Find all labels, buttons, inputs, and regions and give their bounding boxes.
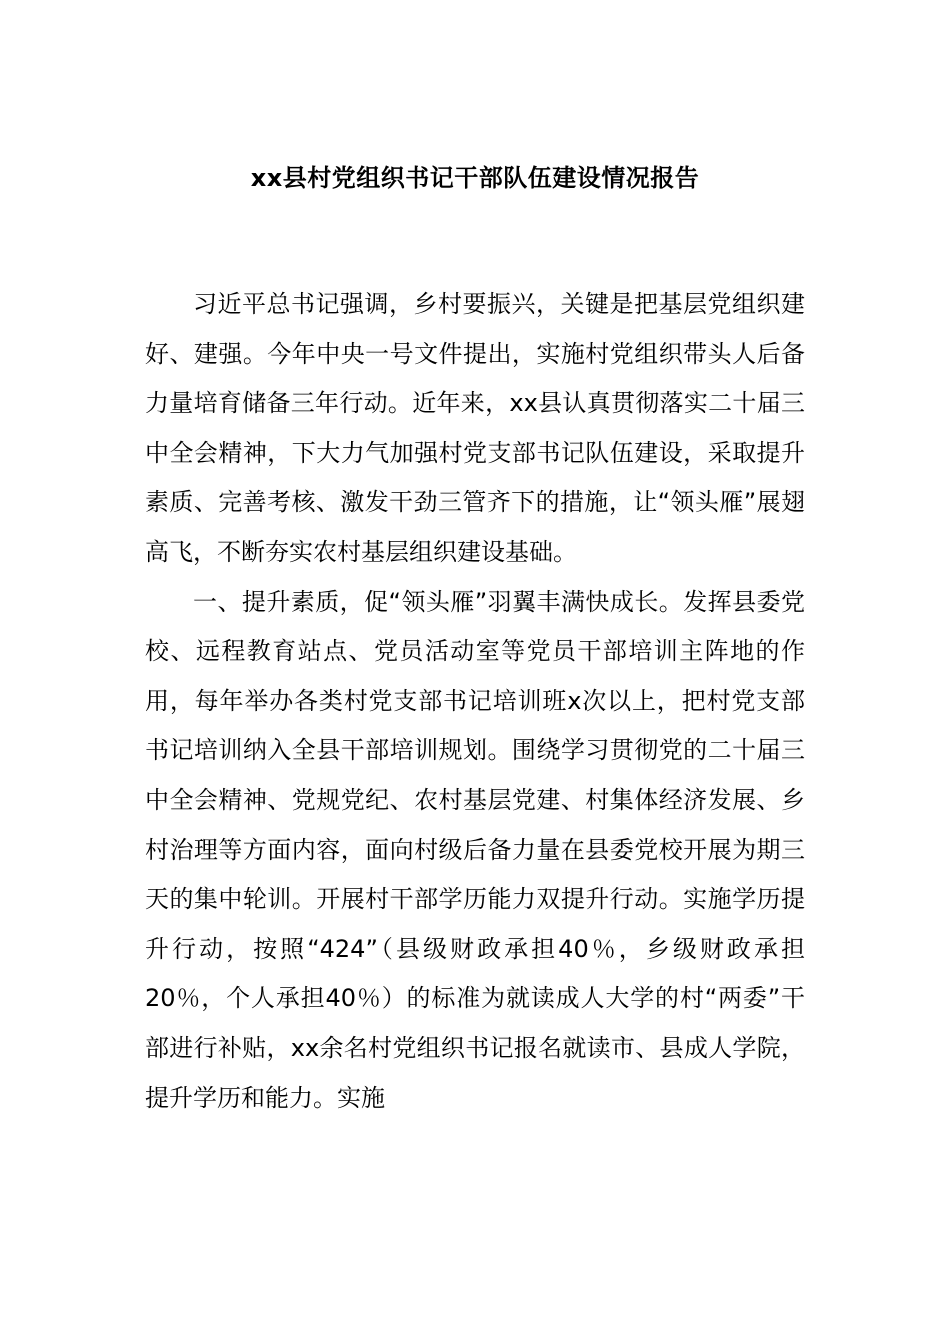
paragraph-section-one: 一、提升素质，促“领头雁”羽翼丰满快成长。发挥县委党校、远程教育站点、党员活动室等党员干部培训主阵地的作用，每年举办各类村党支部书记培训班x次以上，把村党支部书记培训纳入全县干部培训规划。围绕学习贯彻党的二十届三中全会精神、党规党纪、农村基层党建、村集体经济发展、乡村治理等方面内容，面向村级后备力量在县委党校开展为期三天的集中轮训。开展村干部学历能力双提升行动。实施学历提升行动，按照“424”（县级财政承担40％，乡级财政承担20％，个人承担40％）的标准为就读成人大学的村“两委”干部进行补贴，xx余名村党组织书记报名就读市、县成人学院，提升学历和能力。实施 <box>145 587 805 1112</box>
document-body <box>145 280 805 1123</box>
paragraph-intro: 习近平总书记强调，乡村要振兴，关键是把基层党组织建好、建强。今年中央一号文件提出，实施村党组织带头人后备力量培育储备三年行动。近年来，xx县认真贯彻落实二十届三中全会精神，下大力气加强村党支部书记队伍建设，采取提升素质、完善考核、激发干劲三管齐下的措施，让“领头雁”展翅高飞，不断夯实农村基层组织建设基础。 <box>145 290 805 566</box>
document-title: xx县村党组织书记干部队伍建设情况报告 <box>250 164 700 192</box>
